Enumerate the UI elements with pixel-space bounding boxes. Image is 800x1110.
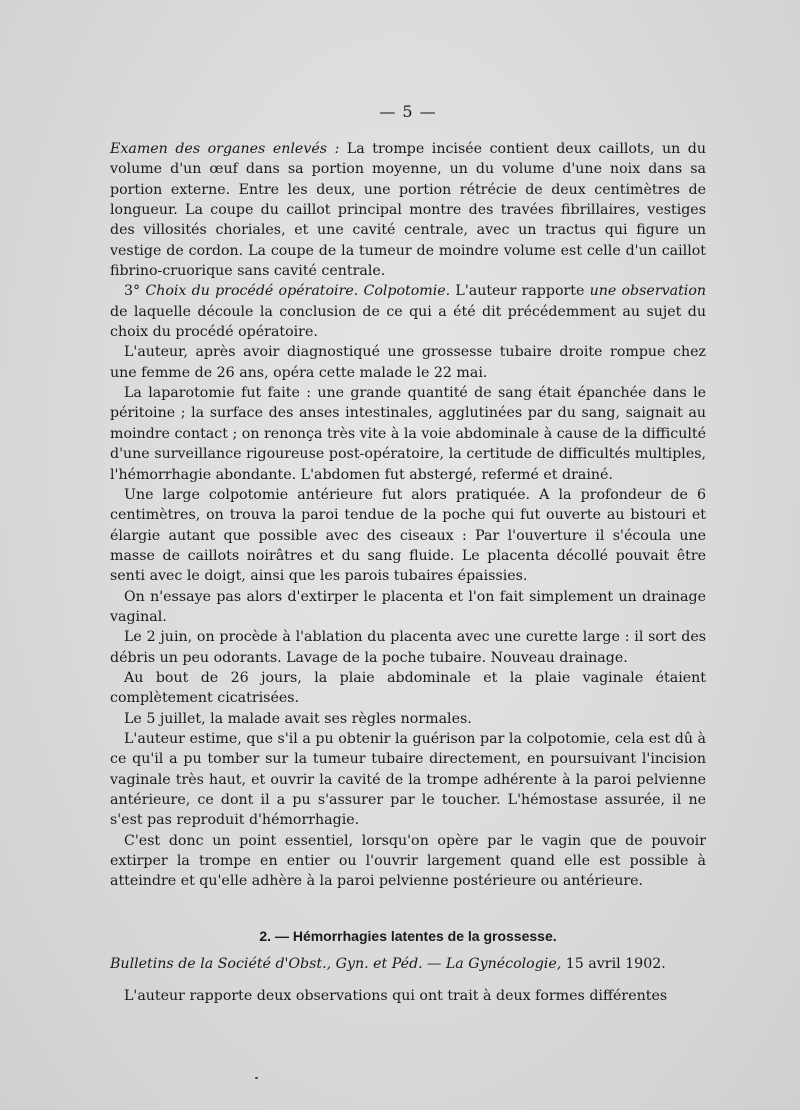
citation-source: Bulletins de la Société d'Obst., Gyn. et Péd. — La Gynécologie, <box>110 955 562 972</box>
paragraph: Le 2 juin, on procède à l'ablation du placenta avec une curette large : il sort des débris un peu odorants. Lavage de la poche tubaire. Nouveau drainage. <box>110 629 706 666</box>
page-number: — 5 — <box>379 102 437 121</box>
last-paragraph: L'auteur rapporte deux observations qui ont trait à deux formes différentes <box>124 987 668 1004</box>
paragraph: Au bout de 26 jours, la plaie abdominale et la plaie vaginale étaient complètement cicatrisées. <box>110 669 706 707</box>
paragraph: Une large colpotomie antérieure fut alors pratiquée. A la profondeur de 6 centimètres, on trouva la paroi tendue de la poche qui fut ouverte au bistouri et élargie autant que possible avec des ciseaux : Par l'ouverture il s'écoula une masse de caillots noirâtres et du sang fluide. Le placenta décollé pouvait être senti avec le doigt, ainsi que les parois tubaires épaissies. <box>110 486 706 585</box>
section-heading: 2. — Hémorrhagies latentes de la grossesse. <box>259 927 557 944</box>
paragraph: Le 5 juillet, la malade avait ses règles normales. <box>124 710 472 727</box>
ink-speck <box>255 1077 258 1079</box>
paragraph-examen <box>110 139 706 281</box>
paragraph: L'auteur, après avoir diagnostiqué une grossesse tubaire droite rompue chez une femme de 26 ans, opéra cette malade le 22 mai. <box>110 344 706 381</box>
citation <box>110 954 706 974</box>
paragraph-text: La trompe incisée contient deux caillots, un du volume d'un œuf dans sa portion moyenne, un du volume d'une noix dans sa portion externe. Entre les deux, une portion rétrécie de deux centimètres de longueur. La coupe du caillot principal montre des travées fibrillaires, vestiges des villosités choriales, et une cavité centrale, avec un tractus qui figure un vestige de cordon. La coupe de la tumeur de moindre volume est celle d'un caillot fibrino-cruorique sans cavité centrale. <box>110 141 706 280</box>
citation-date: 15 avril 1902. <box>561 955 666 972</box>
paragraph: La laparotomie fut faite : une grande quantité de sang était épanchée dans le péritoine ; la surface des anses intestinales, agglutinées par du sang, saignait au moindre contact ; on renonça très vite à la voie abdominale à cause de la difficulté d'une surveillance rigoureuse post-opératoire, la certitude de difficultés multiples, l'hémorrhagie abondante. L'abdomen fut abstergé, refermé et drainé. <box>110 385 706 483</box>
italic-lead-examen: Examen des organes enlevés : <box>110 141 340 157</box>
paragraph-choix <box>110 281 706 342</box>
paragraph: On n'essaye pas alors d'extirper le placenta et l'on fait simplement un drainage vaginal. <box>110 588 706 625</box>
paragraph: C'est donc un point essentiel, lorsqu'on opère par le vagin que de pouvoir extirper la trompe en entier ou l'ouvrir largement quand elle est possible à atteindre et qu'elle adhère à la paroi pelvienne postérieure ou antérieure. <box>110 832 706 890</box>
paragraph-text: de laquelle découle la conclusion de ce qui a été dit précédemment au sujet du choix du procédé opératoire. <box>110 303 706 341</box>
body-text <box>110 139 706 892</box>
paragraph-prefix: 3° <box>124 283 146 300</box>
italic-lead-choix: Choix du procédé opératoire. Colpotomie. <box>145 283 451 300</box>
italic-observation: une observation <box>589 283 706 300</box>
paragraph: L'auteur estime, que s'il a pu obtenir la guérison par la colpotomie, cela est dû à ce qu'il a pu tomber sur la tumeur tubaire directement, en poursuivant l'incision vaginale très haut, et ouvrir la cavité de la trompe adhérente à la paroi pelvienne antérieure, ce dont il a pu s'assurer par le toucher. L'hémostase assurée, il ne s'est pas reproduit d'hémorrhagie. <box>110 730 706 829</box>
paragraph-text: L'auteur rapporte <box>450 283 590 300</box>
